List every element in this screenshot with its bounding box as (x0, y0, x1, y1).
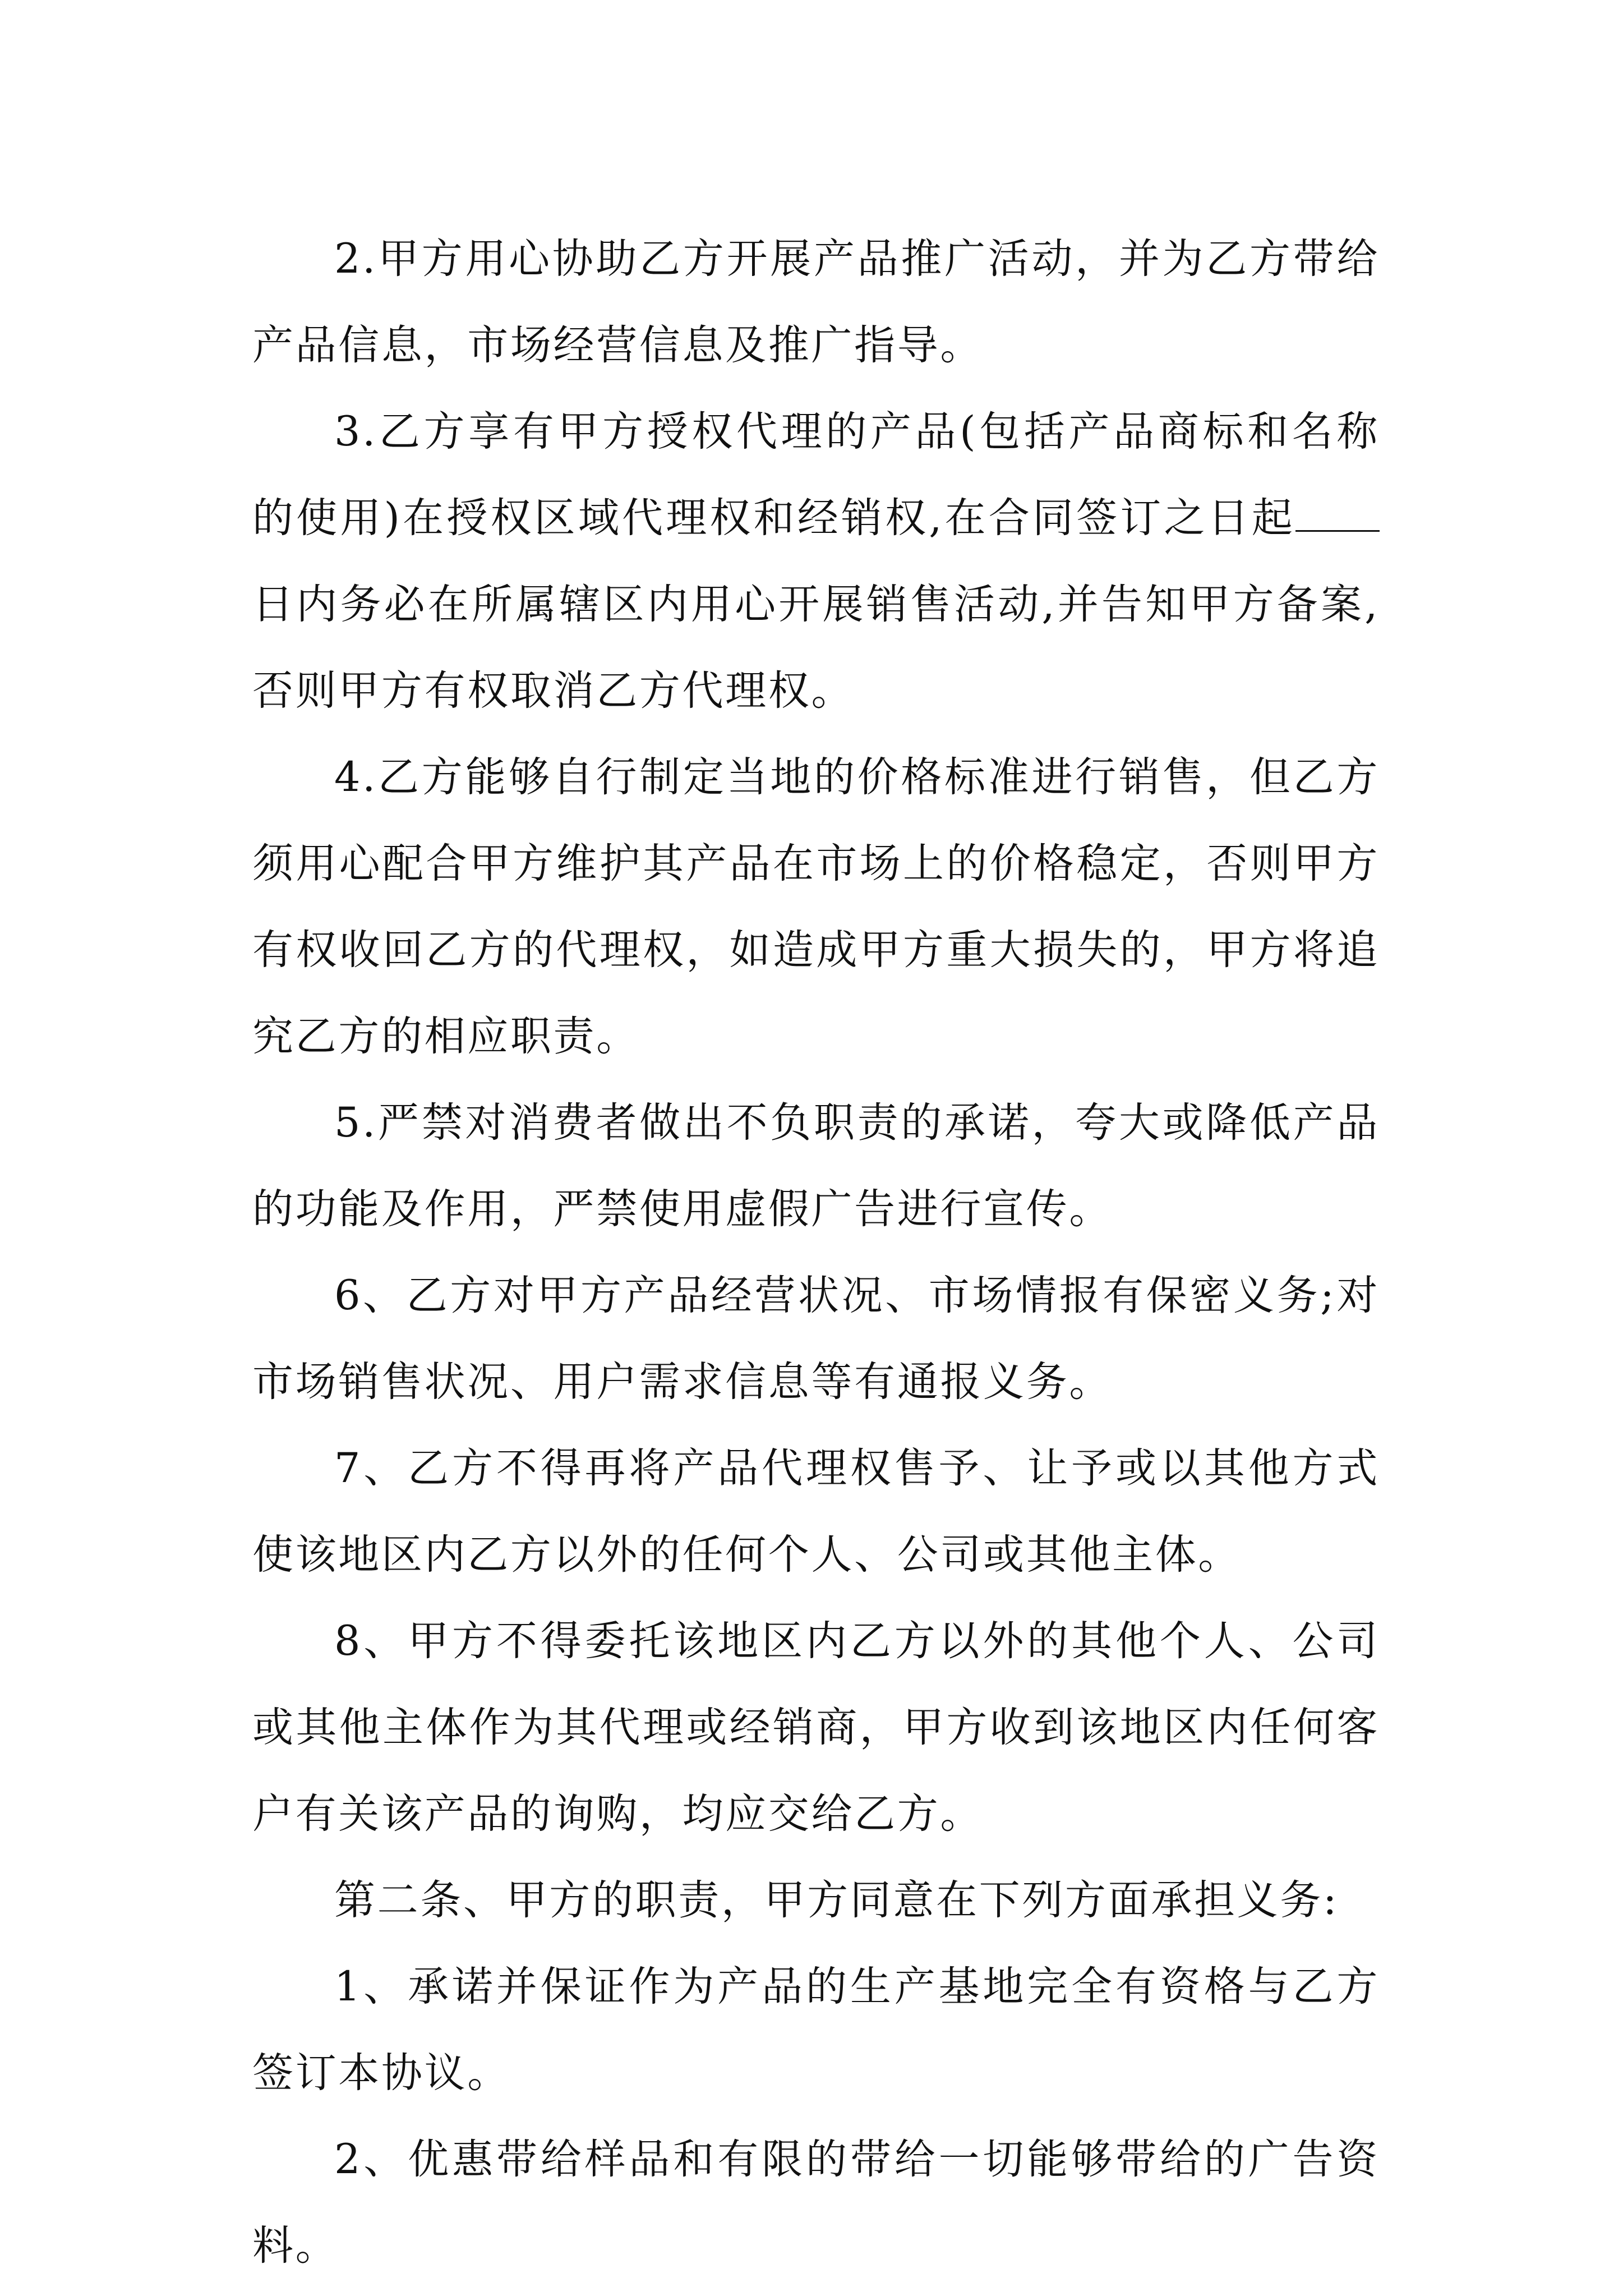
fill-in-blank (1295, 496, 1380, 532)
clause-6: 6、乙方对甲方产品经营状况、市场情报有保密义务;对市场销售状况、用户需求信息等有通报义务。 (252, 1272, 1380, 1406)
clause-3-part-b: 日内务必在所属辖区内用心开展销售活动,并告知甲方备案,否则甲方有权取消乙方代理权。 (252, 581, 1380, 715)
article-2-item-1: 1、承诺并保证作为产品的生产基地完全有资格与乙方签订本协议。 (252, 1963, 1380, 2097)
document-body (252, 216, 1380, 2289)
article-2-heading: 第二条、甲方的职责，甲方同意在下列方面承担义务: (334, 1876, 1339, 1924)
clause-7: 7、乙方不得再将产品代理权售予、让予或以其他方式使该地区内乙方以外的任何个人、公司或其他主体。 (252, 1444, 1380, 1579)
article-2-item-2: 2、优惠带给样品和有限的带给一切能够带给的广告资料。 (252, 2136, 1380, 2270)
clause-3 (252, 389, 1380, 734)
clause-8: 8、甲方不得委托该地区内乙方以外的其他个人、公司或其他主体作为其代理或经销商，甲方收到该地区内任何客户有关该产品的询购，均应交给乙方。 (252, 1617, 1380, 1838)
clause-2: 2.甲方用心协助乙方开展产品推广活动，并为乙方带给产品信息，市场经营信息及推广指导。 (252, 235, 1380, 369)
clause-5: 5.严禁对消费者做出不负职责的承诺，夸大或降低产品的功能及作用，严禁使用虚假广告进行宣传。 (252, 1099, 1380, 1233)
clause-4: 4.乙方能够自行制定当地的价格标准进行销售，但乙方须用心配合甲方维护其产品在市场上的价格稳定，否则甲方有权收回乙方的代理权，如造成甲方重大损失的，甲方将追究乙方的相应职责。 (252, 753, 1380, 1060)
clause-3-part-a: 3.乙方享有甲方授权代理的产品(包括产品商标和名称的使用)在授权区域代理权和经销权,在合同签订之日起 (252, 408, 1380, 542)
